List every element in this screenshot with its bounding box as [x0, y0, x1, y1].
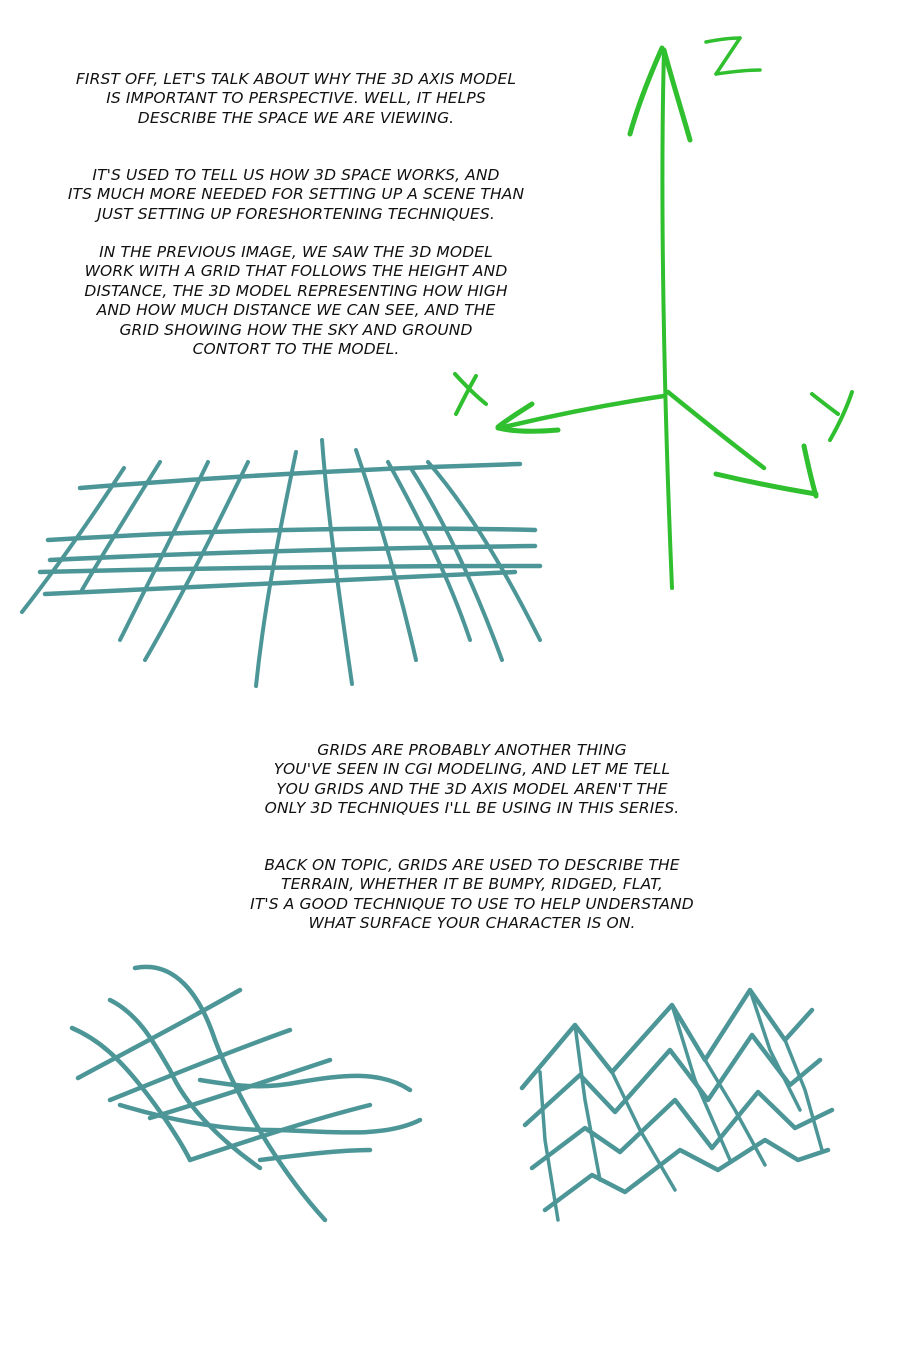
previous-image-paragraph: IN THE PREVIOUS IMAGE, WE SAW THE 3D MODEL WORK WITH A GRID THAT FOLLOWS THE HEIGHT AND DISTANCE, THE 3D MODEL REPRESENTING HOW HIGH AND HOW MUCH DISTANCE WE CAN SEE, AND THE GRID SHOWING HOW THE SKY AND GROUND CONTORT TO THE MODEL. — [84, 243, 508, 359]
space-paragraph: IT'S USED TO TELL US HOW 3D SPACE WORKS, AND ITS MUCH MORE NEEDED FOR SETTING UP A SCENE THAN JUST SETTING UP FORESHORTENING TECHNIQUES. — [67, 166, 525, 223]
topic-paragraph: BACK ON TOPIC, GRIDS ARE USED TO DESCRIBE THE TERRAIN, WHETHER IT BE BUMPY, RIDGED, FLAT, IT'S A GOOD TECHNIQUE TO USE TO HELP UNDERSTAND WHAT SURFACE YOUR CHARACTER IS ON. — [250, 856, 694, 933]
intro-paragraph: FIRST OFF, LET'S TALK ABOUT WHY THE 3D AXIS MODEL IS IMPORTANT TO PERSPECTIVE. WELL, IT HELPS DESCRIBE THE SPACE WE ARE VIEWING. — [75, 70, 517, 127]
grids-paragraph: GRIDS ARE PROBABLY ANOTHER THING YOU'VE SEEN IN CGI MODELING, AND LET ME TELL YOU GRIDS AND THE 3D AXIS MODEL AREN'T THE ONLY 3D TECHNIQUES I'LL BE USING IN THIS SERIES. — [264, 741, 680, 818]
